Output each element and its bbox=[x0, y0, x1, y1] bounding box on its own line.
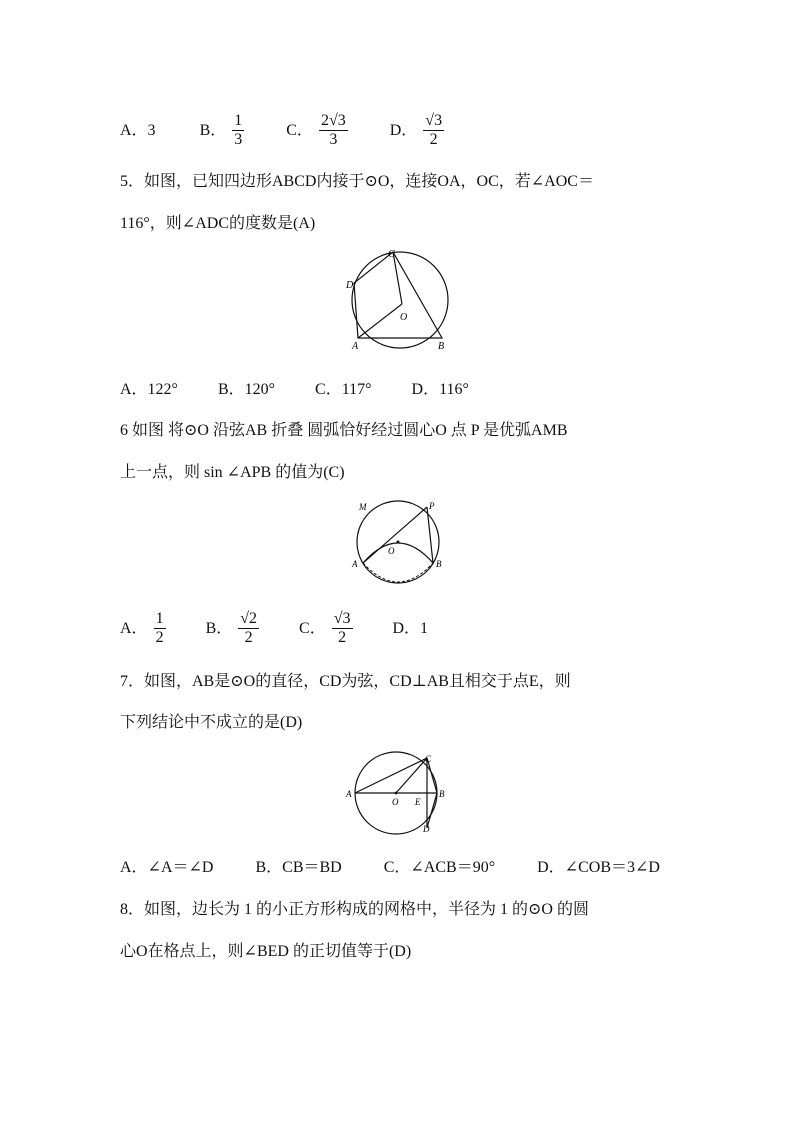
q4-option-b-label: B． bbox=[199, 121, 227, 139]
q7-label-d: D bbox=[423, 824, 430, 834]
q4-options bbox=[120, 112, 446, 149]
q5-label-d: D bbox=[346, 280, 354, 291]
q7-text-line2: 下列结论中不成立的是(D) bbox=[120, 714, 303, 731]
q4-option-c-fraction: $\frac{2√3}{3}$ bbox=[320, 112, 346, 148]
q7-options bbox=[120, 858, 660, 878]
q6-option-c-fraction: $\frac{√3}{2}$ bbox=[333, 610, 351, 646]
q6-option-c-label: C． bbox=[299, 619, 326, 637]
q5-option-d: D．116° bbox=[411, 381, 469, 398]
q5-figure bbox=[340, 246, 460, 356]
q8-text-line2: 心O在格点上，则∠BED 的正切值等于(D) bbox=[120, 943, 412, 960]
q6-option-a-fraction: $\frac{1}{2}$ bbox=[155, 610, 164, 646]
q5-label-c: C bbox=[388, 249, 395, 260]
q6-label-o: O bbox=[388, 546, 395, 556]
q7-option-a: A．∠A＝∠D bbox=[120, 859, 214, 876]
q5-text-line1: 5．如图，已知四边形ABCD内接于⊙O，连接OA，OC，若∠AOC＝ bbox=[120, 173, 594, 190]
q6-label-p: P bbox=[429, 501, 435, 511]
q8-text-line1: 8．如图，边长为 1 的小正方形构成的网格中，半径为 1 的⊙O 的圆 bbox=[120, 901, 589, 918]
q5-options bbox=[120, 380, 469, 400]
q5-option-c: C．117° bbox=[315, 381, 372, 398]
q7-figure bbox=[343, 748, 455, 836]
q6-option-d: D．1 bbox=[392, 619, 429, 637]
q7-text-line1: 7．如图，AB是⊙O的直径，CD为弦，CD⊥AB且相交于点E，则 bbox=[120, 673, 571, 690]
q4-option-c-label: C． bbox=[286, 121, 313, 139]
q7-option-d: D．∠COB＝3∠D bbox=[537, 859, 660, 876]
q6-text-line1: 6 如图 将⊙O 沿弦AB 折叠 圆弧恰好经过圆心O 点 P 是优弧AMB bbox=[120, 422, 568, 439]
q6-option-b-label: B． bbox=[205, 619, 233, 637]
q7-label-e: E bbox=[415, 797, 421, 807]
q4-option-d-label: D． bbox=[389, 121, 418, 139]
q7-label-c: C bbox=[425, 754, 432, 764]
q5-text-line2: 116°，则∠ADC的度数是(A) bbox=[120, 215, 316, 232]
q7-option-b: B．CB＝BD bbox=[255, 859, 342, 876]
q7-label-o: O bbox=[392, 797, 399, 807]
q6-option-b-fraction: $\frac{√2}{2}$ bbox=[240, 610, 258, 646]
q5-label-b: B bbox=[438, 341, 445, 352]
q6-options bbox=[120, 610, 428, 647]
q5-label-o: O bbox=[400, 312, 408, 323]
q7-label-b: B bbox=[439, 789, 445, 799]
q4-option-a: A．3 bbox=[120, 121, 156, 139]
q7-option-c: C．∠ACB＝90° bbox=[383, 859, 496, 876]
q6-text-line2: 上一点，则 sin ∠APB 的值为(C) bbox=[120, 464, 345, 481]
q4-option-d-fraction: $\frac{√3}{2}$ bbox=[425, 112, 443, 148]
q6-figure bbox=[345, 497, 455, 589]
q6-option-a-label: A． bbox=[120, 619, 148, 637]
q5-option-a: A．122° bbox=[120, 381, 178, 398]
q6-label-b: B bbox=[436, 559, 442, 569]
q4-option-b-fraction: $\frac{1}{3}$ bbox=[234, 112, 243, 148]
q6-label-a: A bbox=[352, 559, 358, 569]
q7-label-a: A bbox=[346, 789, 352, 799]
q5-label-a: A bbox=[352, 341, 359, 352]
q5-option-b: B．120° bbox=[217, 381, 276, 398]
q6-label-m: M bbox=[359, 502, 367, 512]
